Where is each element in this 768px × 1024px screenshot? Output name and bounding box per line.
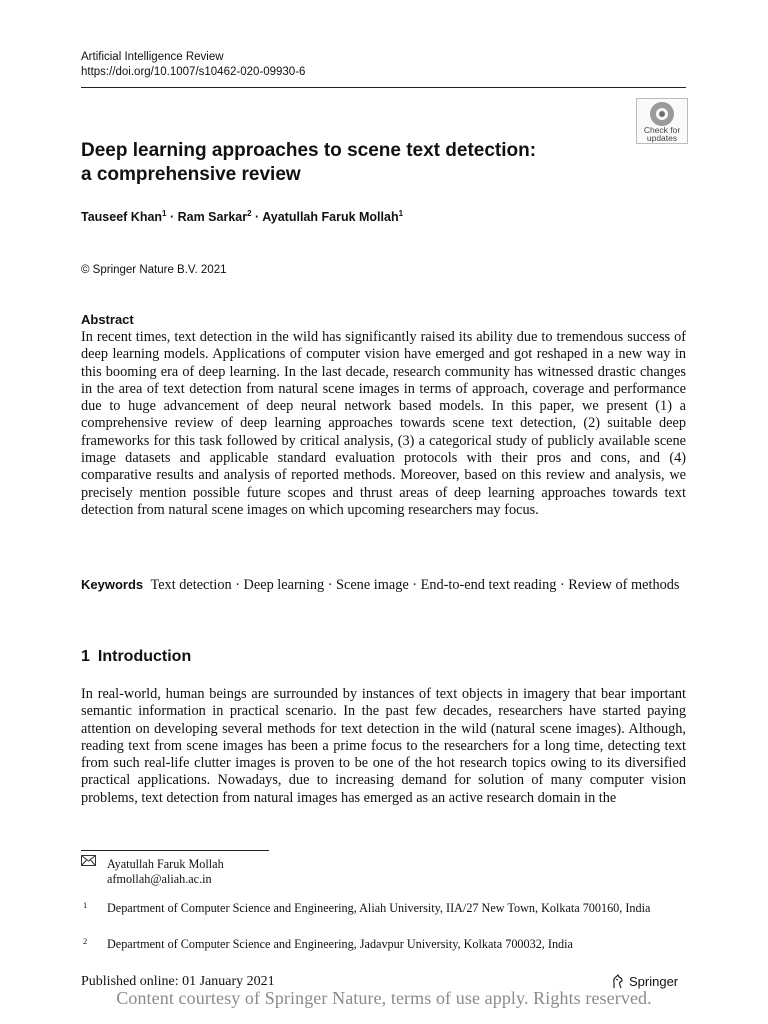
affiliation-text: Department of Computer Science and Engineering, Jadavpur University, Kolkata 700032, India xyxy=(107,937,573,951)
keywords-text: Text detection · Deep learning · Scene image · End-to-end text reading · Review of methods xyxy=(150,577,680,593)
paper-title xyxy=(81,139,621,187)
crossmark-icon xyxy=(650,102,674,126)
header-rule xyxy=(81,87,686,88)
updates-label: updates xyxy=(646,133,678,143)
author-affiliation-mark: 2 xyxy=(247,208,252,218)
author-list xyxy=(81,209,403,225)
affiliation-number: 2 xyxy=(83,936,88,946)
check-for-label: Check for xyxy=(643,125,681,135)
author-name[interactable]: Ram Sarkar xyxy=(177,210,248,224)
abstract-text: In recent times, text detection in the wild has significantly raised its ability due to tremendous success of deep learning models. Applications of computer vision have emerged and got reshaped in a new way in this booming era of deep learning. In the last decade, research community has witnessed drastic changes in the area of text detection from natural scene images in terms of approach, coverage and performance due to huge advancement of deep neural network based models. In this paper, we present (1) a comprehensive review of deep learning approaches towards scene text detection, (2) suitable deep frameworks for this task followed by critical analysis, (3) a categorical study of publicly available scene image datasets and applicable standard evaluation protocols with their pros and cons, and (4) comparative results and analysis of reported methods. Moreover, based on this review and analysis, we precisely mention possible future scopes and thrust areas of deep learning approaches towards text detection from natural scene images on which upcoming researchers may focus. xyxy=(81,329,686,518)
author-name[interactable]: Tauseef Khan xyxy=(81,210,163,224)
abstract-heading: Abstract xyxy=(81,312,134,327)
published-date: Published online: 01 January 2021 xyxy=(81,974,275,989)
footnote-rule xyxy=(81,850,269,851)
section-number: 1 xyxy=(81,648,90,665)
affiliation-number: 1 xyxy=(83,900,88,910)
envelope-icon xyxy=(81,855,96,866)
affiliation-text: Department of Computer Science and Engineering, Aliah University, IIA/27 New Town, Kolkata 700160, India xyxy=(107,901,651,915)
title-line-2: a comprehensive review xyxy=(81,164,301,185)
check-for-updates-button[interactable] xyxy=(636,98,688,144)
corresponding-author-email[interactable]: afmollah@aliah.ac.in xyxy=(107,872,212,886)
author-name[interactable]: Ayatullah Faruk Mollah xyxy=(262,210,399,224)
keywords xyxy=(81,576,686,594)
author-affiliation-mark: 1 xyxy=(398,208,404,218)
journal-name: Artificial Intelligence Review xyxy=(81,51,224,63)
author-separator: · xyxy=(251,210,263,224)
journal-header xyxy=(81,50,305,79)
author-affiliation-mark: 1 xyxy=(162,208,167,218)
author-separator: · xyxy=(166,210,178,224)
section-heading xyxy=(81,648,191,666)
courtesy-watermark: Content courtesy of Springer Nature, terms of use apply. Rights reserved. xyxy=(116,988,652,1008)
corresponding-author-name: Ayatullah Faruk Mollah xyxy=(107,857,224,871)
keywords-heading: Keywords xyxy=(81,577,144,592)
publisher-name: Springer xyxy=(629,974,679,989)
title-line-1: Deep learning approaches to scene text detection: xyxy=(81,140,537,161)
copyright-notice: © Springer Nature B.V. 2021 xyxy=(81,264,227,276)
introduction-text: In real-world, human beings are surrounded by instances of text objects in imagery that bear important semantic information in practical scenario. In the past few decades, researchers have started paying attention on developing several methods for text detection in the wild (natural scene images). Although, reading text from scene images has been a prime focus to the researchers for a long time, detecting text from such real-life clutter images is proven to be one of the hot research topics owing to its diversified practical applications. Nowadays, due to increasing demand for solution of many computer vision problems, text detection from natural images has emerged as an active research domain in the xyxy=(81,686,686,806)
doi-link[interactable]: https://doi.org/10.1007/s10462-020-09930-6 xyxy=(81,65,306,78)
section-title: Introduction xyxy=(97,648,192,665)
